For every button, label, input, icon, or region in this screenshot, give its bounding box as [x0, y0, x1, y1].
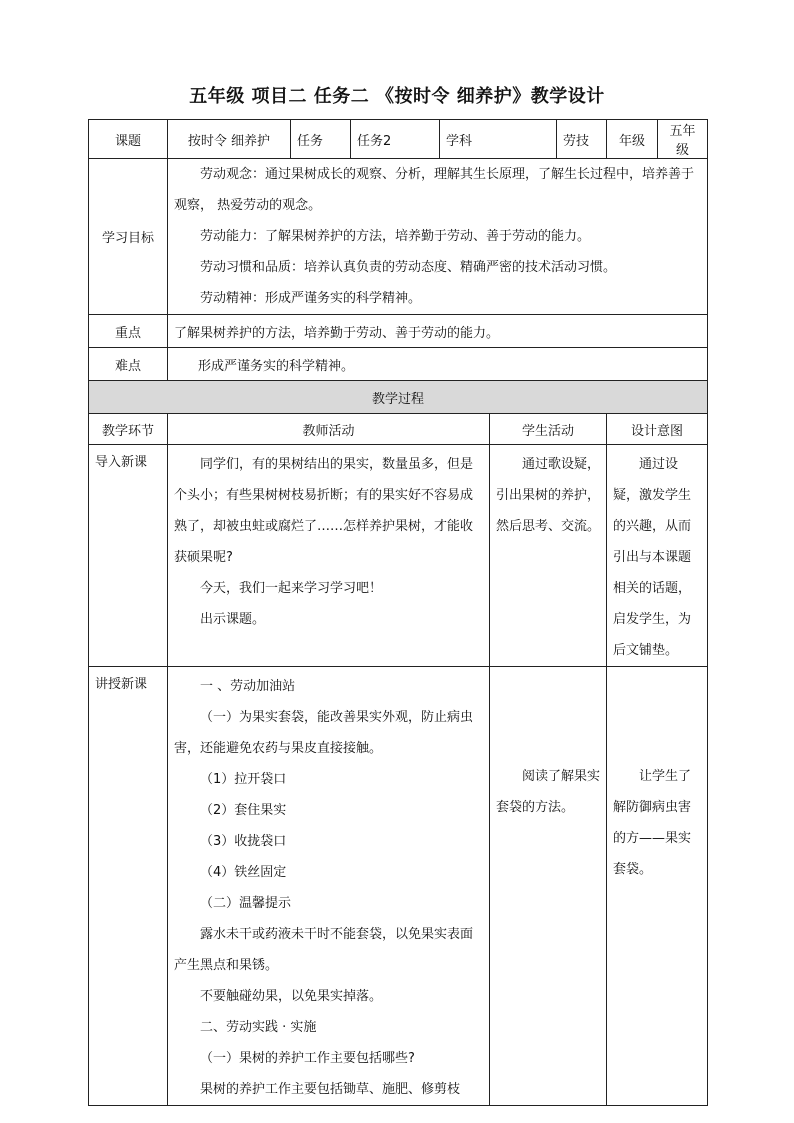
objectives-label: 学习目标: [89, 159, 168, 315]
topic-value: 按时令 细养护: [168, 120, 291, 159]
process-columns-row: [89, 414, 708, 445]
grade-label: 年级: [607, 120, 658, 159]
process-header-row: [89, 381, 708, 414]
difficulty-text: 形成严谨务实的科学精神。: [168, 348, 708, 381]
key-point-label: 重点: [89, 315, 168, 348]
task-value: 任务2: [351, 120, 440, 159]
teacher-paragraph: 不要触碰幼果，以免果实掉落。: [200, 989, 383, 1004]
intro-intent: [607, 445, 708, 667]
teacher-paragraph: 同学们，有的果树结出的果实，数量虽多，但是个头小；有些果树树枝易折断；有的果实好不容易成熟了，却被虫蛀或腐烂了……怎样养护果树，才能收获硕果呢?: [174, 457, 474, 565]
objective-item: 劳动精神：形成严谨务实的科学精神。: [200, 291, 422, 306]
teacher-paragraph: 露水未干或药液未干时不能套袋，以免果实表面产生黑点和果锈。: [174, 927, 474, 973]
column-teacher: 教师活动: [168, 414, 490, 445]
teacher-paragraph: （一）果树的养护工作主要包括哪些?: [200, 1051, 415, 1066]
teacher-paragraph: 果树的养护工作主要包括锄草、施肥、修剪枝: [200, 1082, 461, 1097]
intro-teacher: [168, 445, 490, 667]
lecture-row: [89, 667, 708, 1106]
lecture-stage: 讲授新课: [89, 667, 168, 1106]
objective-item: 劳动能力：了解果树养护的方法，培养勤于劳动、善于劳动的能力。: [200, 229, 591, 244]
task-label: 任务: [291, 120, 351, 159]
subject-label: 学科: [440, 120, 557, 159]
topic-label: 课题: [89, 120, 168, 159]
lecture-teacher: [168, 667, 490, 1106]
subject-value: 劳技: [557, 120, 607, 159]
teacher-paragraph: 一 、劳动加油站: [200, 679, 296, 694]
objectives-row: [89, 159, 708, 315]
intro-row: [89, 445, 708, 667]
lecture-intent: [607, 667, 708, 1106]
grade-value: 五年级: [658, 120, 708, 159]
lesson-plan-table: [88, 119, 708, 1106]
teacher-paragraph: （4）铁丝固定: [200, 865, 287, 880]
teacher-paragraph: （一）为果实套袋，能改善果实外观，防止病虫害，还能避免农药与果皮直接接触。: [174, 710, 474, 756]
design-intent: 让学生了解防御病虫害的方——果实套袋。: [613, 769, 692, 877]
student-activity: 通过歌设疑，引出果树的养护，然后思考、交流。: [496, 457, 601, 534]
lecture-student: [490, 667, 607, 1106]
teacher-paragraph: 今天，我们一起来学习学习吧！: [200, 581, 383, 596]
teacher-paragraph: （1）拉开袋口: [200, 772, 287, 787]
teacher-paragraph: 出示课题。: [200, 612, 266, 627]
objective-item: 劳动习惯和品质：培养认真负责的劳动态度、精确严密的技术活动习惯。: [200, 260, 617, 275]
info-row: [89, 120, 708, 159]
objectives-content: [168, 159, 708, 315]
design-intent: 通过设疑，激发学生的兴趣，从而引出与本课题相关的话题，启发学生，为后文铺垫。: [613, 457, 692, 658]
difficulty-label: 难点: [89, 348, 168, 381]
difficulty-row: [89, 348, 708, 381]
column-student: 学生活动: [490, 414, 607, 445]
student-activity: 阅读了解果实套袋的方法。: [496, 769, 601, 815]
objective-item: 劳动观念：通过果树成长的观察、分析，理解其生长原理，了解生长过程中，培养善于观察， 热爱劳动的观念。: [174, 167, 695, 213]
teacher-paragraph: （3）收拢袋口: [200, 834, 287, 849]
key-point-text: 了解果树养护的方法，培养勤于劳动、善于劳动的能力。: [168, 315, 708, 348]
process-header: 教学过程: [89, 381, 708, 414]
intro-student: [490, 445, 607, 667]
key-point-row: [89, 315, 708, 348]
column-intent: 设计意图: [607, 414, 708, 445]
teacher-paragraph: 二、劳动实践 · 实施: [200, 1020, 317, 1035]
teacher-paragraph: （二）温馨提示: [200, 896, 292, 911]
intro-stage: 导入新课: [89, 445, 168, 667]
page-title: 五年级 项目二 任务二 《按时令 细养护》教学设计: [189, 86, 605, 107]
teacher-paragraph: （2）套住果实: [200, 803, 287, 818]
column-stage: 教学环节: [89, 414, 168, 445]
